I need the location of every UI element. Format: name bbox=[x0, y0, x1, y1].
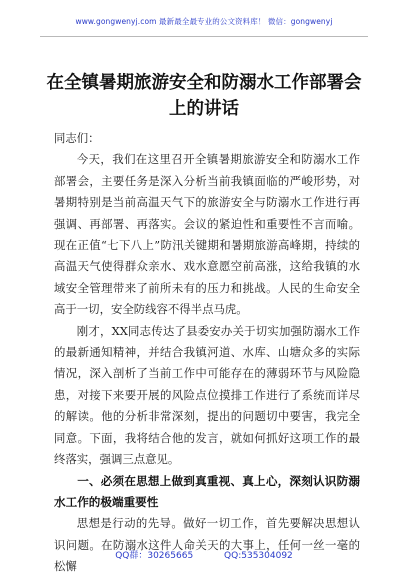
document-title: 在全镇暑期旅游安全和防溺水工作部署会上的讲话 bbox=[46, 73, 362, 119]
site-banner: www.gongwenyj.com 最新最全最专业的公文资料库！ 微信：gongwenyj bbox=[75, 17, 333, 26]
salutation: 同志们： bbox=[54, 131, 100, 145]
body-paragraph: 今天，我们在这里召开全镇暑期旅游安全和防溺水工作部署会，主要任务是深入分析当前我镇面临的严峻形势，对暑期特别是当前高温天气下的旅游安全与防溺水工作进行再强调、再部署、再落实。会议的紧迫性和重要性不言而喻。现在正值“七下八上”防汛关键期和暑期旅游高峰期，持续的高温天气使得群众亲水、戏水意愿空前高涨，这给我镇的水域安全管理带来了前所未有的压力和挑战。人民的生命安全高于一切，安全防线容不得半点马虎。 bbox=[54, 152, 360, 317]
header-divider bbox=[40, 36, 368, 37]
section-heading: 一、必须在思想上做到真重视、真上心，深刻认识防溺水工作的极端重要性 bbox=[54, 473, 360, 509]
qq-label: QQ:535304092 bbox=[224, 551, 293, 561]
document-body bbox=[54, 128, 360, 578]
body-paragraph: 刚才，XX同志传达了县委安办关于切实加强防溺水工作的最新通知精神，并结合我镇河道、水库、山塘众多的实际情况，深入剖析了当前工作中可能存在的薄弱环节与风险隐患，对接下来要开展的风险点位摸排工作进行了系统而详尽的解读。他的分析非常深刻，提出的问题切中要害，我完全同意。下面，我将结合他的发言，就如何抓好这项工作的最终落实，强调三点意见。 bbox=[54, 323, 360, 467]
page-footer bbox=[0, 548, 408, 561]
page-header bbox=[0, 0, 408, 52]
body-paragraph: 思想是行动的先导。做好一切工作，首先要解决思想认识问题。在防溺水这件人命关天的大事上，任何一丝一毫的松懈 bbox=[54, 516, 360, 574]
qq-group-label: QQ群：30265665 bbox=[115, 551, 194, 561]
